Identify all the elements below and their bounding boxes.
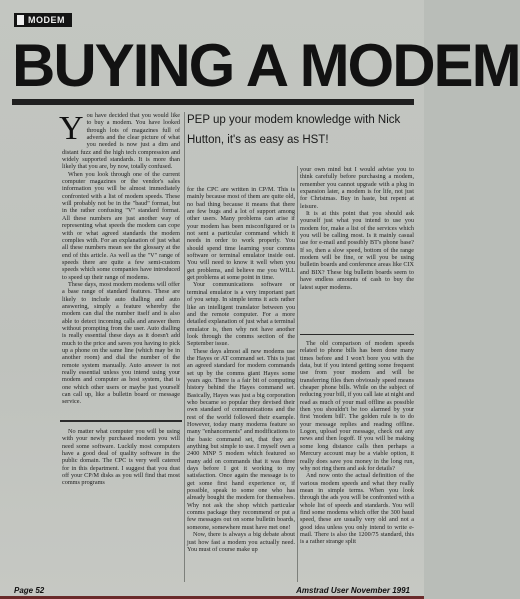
column-rule: [297, 166, 298, 582]
section-tag-label: MODEM: [28, 15, 65, 25]
article-title: BUYING A MODEM: [12, 32, 520, 99]
body-paragraph: Now, there is always a big debate about just how fast a modem you actually need. You must of course make up: [187, 531, 295, 553]
body-paragraph: And now onto the actual definition of the various modem speeds and what they really mean in simple terms. When you look through the ads you will be confronted with a whole list of speeds and standards. You will find some modems which offer the 300 baud speed, these are usually very old and not a good idea unless you only intend to write e-mail. There is also the 1200/75 standard, this is a rather strange split: [300, 472, 414, 546]
body-paragraph: [59, 110, 180, 171]
body-paragraph: No matter what computer you will be using with your newly purchased modem you will need some software. Luckily most computers have a good deal of quality software in the public domain. The CPC is very well catered for in this department. I suggest that you dust off your CP/M disks as you will find that most comms programs: [62, 428, 180, 487]
body-paragraph: for the CPC are written in CP/M. This is mainly because most of them are quite old, no bad thing because it means that there are few bugs and a lot of support among other users. Many problems can arise if your modem has been misconfigured or is not sent a particular command which it needs in order to work properly. You should spend time learning your comms software or terminal emulator inside out. You will need to know it well when you get problems, and believe me you WILL get problems at some point in time.: [187, 186, 295, 282]
column-rule: [184, 112, 185, 582]
body-paragraph: These days, most modern modems will offer a base range of standard features. These are likely to include auto dialling and auto answering, simply a feature whereby the modem can dial the number itself and is also able to detect incoming calls and answer them without prompting from the user. Auto dialling is really essential these days as it doesn't add much to the price and saves you having to pick up a phone on the same line (which may be in another room) and dial the number of the remote system manually. Auto answer is not really essential unless you intend using your modem and computer as host system, that is one which other users or maybe just yourself can call up, like a bulletin board or message service.: [62, 280, 180, 406]
body-paragraph: These days almost all new modems use the Hayes or AT command set. This is just an agreed standard for modem commands set up by the comms giant Hayes some years ago. There is a fair bit of computing history behind the Hayes command set. Basically, Hayes was just a big corporation who became so popular they devised their own standard of communications and the rest of the world followed their example. However, today many modems feature so many "enhancements" and modifications to the basic command set, that they are anything but simple to use. I myself own a 2400 MNP 5 modem which featured so many add on commands that it was three days before I got it working to my satisfaction. Once again the message is to get some first hand experience or, if possible, speak to some one who has already bought the modem for themselves. Why not ask the shop which particular comms package they recommend or put a few messages out on some bulletin boards, someone, somewhere must have met one!: [187, 347, 295, 531]
body-paragraph: Your communications software or terminal emulator is a very important part of you setup. In simple terms it acts rather like an intelligent translator between you and the remote computer. For a more detailed explanation of just what a terminal emulator is, then why not have another look through the comms section of the September issue.: [187, 281, 295, 348]
body-column-3: [300, 166, 414, 291]
standfirst: PEP up your modem knowledge with Nick Hutton, it's as easy as HST!: [187, 114, 401, 146]
body-column-1-lower: [62, 428, 180, 487]
page-number: Page 52: [14, 586, 45, 595]
body-paragraph: When you look through one of the current computer magazines or the vendor's sales information you will be almost immediately confronted with a list of modem speeds. These will probably not be in the "baud" format, but in the rather confusing "V" standard format. All these numbers are just another way of representing what speeds the modem can cope with or what agreed standards the modem complies with. For an explanation of just what all these numbers mean see the glossary at the end of this article. As well as the "V" range of speeds there are quite a few semi-custom speeds which some companies have introduced to speed up their range of modems.: [62, 170, 180, 281]
body-paragraph: It is at this point that you should ask yourself just what you intend to use you modem for, make a list of the services which you will be calling most. Is it mainly casual use for e-mail and possibly BT's phone base? If so, then a slow speed, bottom of the range modem will be fine, or will you be using bulletin boards and conference areas like CIX and BIX? These big bulletin boards seem to have endless amounts of cash to buy the latest super modems.: [300, 210, 414, 291]
title-rule: [12, 99, 414, 105]
body-column-1: [59, 110, 180, 406]
drop-cap: Y: [59, 110, 84, 147]
body-paragraph: The old comparison of modem speeds related to phone bills has been done many times before and I won't bore you with the data, but if you intend getting some frequent use from your modem and will be transferring files then obviously speed means cheaper phone bills. While on the subject of reducing your bill, if you call late at night and read as much of your mail offline as possible then you shouldn't be too alarmed by your first 'modem bill'. The golden rule is to do your message replies and reading offline. Logon, upload your message, check out any news and then logoff. If you will be making some long distance calls then perhaps a Mercury account may be a viable option, it really does save you money in the long run, why not ring them and ask for details?: [300, 340, 414, 472]
paragraph-text: ou have decided that you would like to buy a modem. You have looked through lots of magazines full of adverts and the clear picture of what you needed is now just a dim and distant fuzz and the high tech compression and widely supported standards. It is more than likely that you are, by now, totally confused.: [62, 112, 180, 171]
page-footer: [0, 585, 424, 599]
column-divider: [60, 420, 182, 422]
body-column-3-lower: [300, 340, 414, 546]
body-paragraph: your own mind but I would advise you to think carefully before purchasing a modem, remember you cannot upgrade with a plug in expansion later, a modem is for life, not just for Christmas. Buy in haste, but repent at leisure.: [300, 166, 414, 210]
magazine-issue: Amstrad User November 1991: [296, 586, 410, 595]
column-divider: [300, 334, 414, 335]
body-column-2: [187, 186, 295, 553]
section-square-icon: [17, 15, 24, 25]
section-tag: [14, 13, 72, 27]
